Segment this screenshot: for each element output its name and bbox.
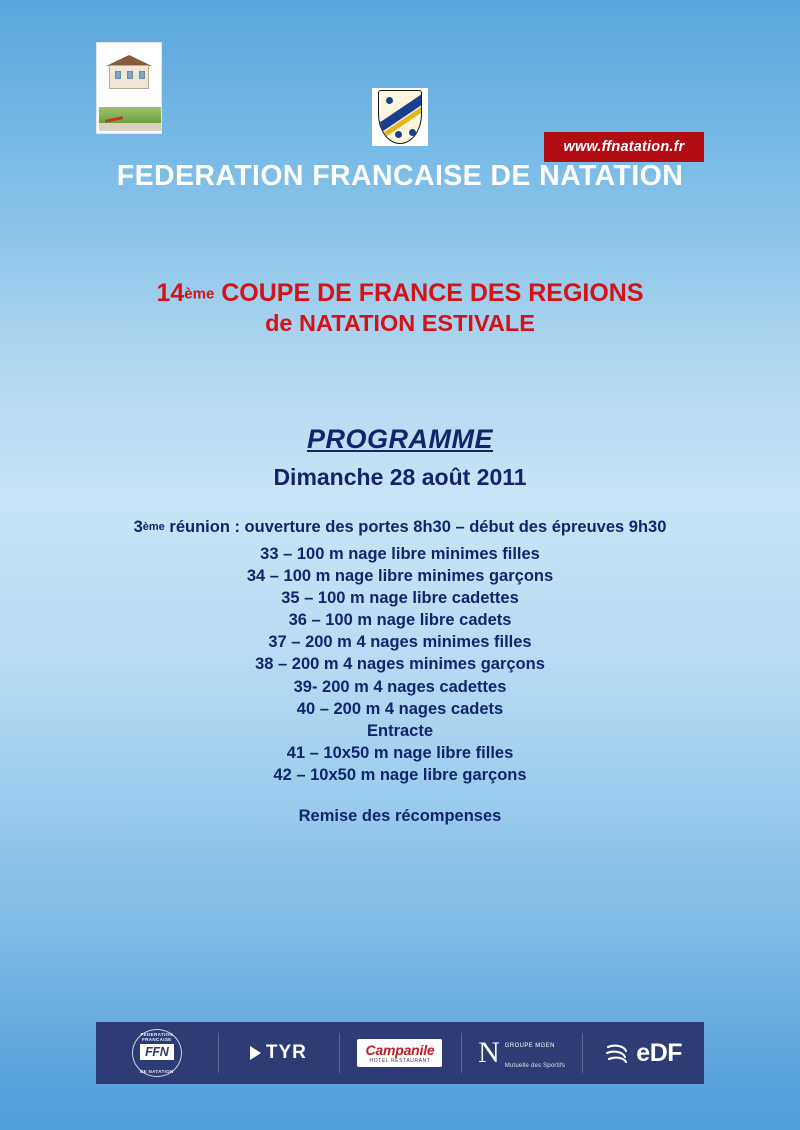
- awards-ceremony-text: Remise des récompenses: [298, 807, 502, 826]
- campanile-logo: [357, 1039, 442, 1067]
- list-item: 42 – 10x50 m nage libre garçons: [273, 765, 527, 784]
- edf-swoosh-icon: [604, 1040, 630, 1066]
- mgen-monogram-icon: N: [478, 1036, 500, 1069]
- shield-dot: [386, 97, 393, 104]
- ffn-logo: [129, 1027, 185, 1079]
- session-header-rest: réunion : ouverture des portes 8h30 – début des épreuves 9h30: [164, 518, 667, 536]
- sponsor-campanile: [339, 1022, 461, 1084]
- sponsor-mgen: [461, 1022, 583, 1084]
- website-label: www.ffnatation.fr: [563, 139, 685, 155]
- federation-title: FEDERATION FRANCAISE DE NATATION: [116, 160, 684, 192]
- tyr-logo: [250, 1042, 307, 1064]
- list-item: 33 – 100 m nage libre minimes filles: [260, 545, 540, 563]
- list-item: 36 – 100 m nage libre cadets: [288, 611, 512, 630]
- village-logo-window: [127, 71, 133, 79]
- list-item: 39- 200 m 4 nages cadettes: [293, 677, 507, 696]
- list-item: 41 – 10x50 m nage libre filles: [286, 743, 514, 762]
- shield-shape: [378, 90, 422, 144]
- club-shield-logo: [372, 88, 428, 146]
- ffnatation-website-logo[interactable]: [544, 132, 704, 162]
- session-ordinal: 3: [133, 518, 143, 536]
- sponsor-bar: [96, 1022, 704, 1084]
- mgen-logo-text: [505, 1033, 565, 1073]
- session-block: [0, 518, 800, 826]
- mgen-logo-line1: GROUPE MGEN: [504, 1043, 555, 1049]
- mgen-logo-line2: Mutuelle des Sportifs: [504, 1063, 566, 1069]
- event-title: [0, 278, 800, 339]
- event-title-line1: [0, 278, 800, 309]
- list-item: 37 – 200 m 4 nages minimes filles: [268, 633, 532, 652]
- event-title-line1-rest: COUPE DE FRANCE DES REGIONS: [214, 279, 644, 307]
- session-ordinal-suffix: ème: [142, 520, 165, 533]
- list-item: 38 – 200 m 4 nages minimes garçons: [255, 655, 545, 674]
- campanile-logo-subtitle: HOTEL RESTAURANT: [369, 1058, 431, 1064]
- shield-dot: [409, 129, 416, 136]
- village-logo-band: [99, 123, 161, 131]
- mgen-logo: [478, 1033, 565, 1073]
- sponsor-edf: [582, 1022, 704, 1084]
- logo-row: [0, 34, 800, 155]
- list-item: 34 – 100 m nage libre minimes garçons: [246, 567, 554, 586]
- programme-heading: [0, 424, 800, 491]
- tyr-logo-label: TYR: [265, 1042, 307, 1063]
- sponsor-ffn: [96, 1022, 218, 1084]
- event-title-line2: de NATATION ESTIVALE: [265, 310, 535, 337]
- event-list: [0, 543, 800, 786]
- tyr-triangle-icon: [250, 1046, 261, 1060]
- event-edition-number: 14: [156, 279, 185, 307]
- list-item: Entracte: [366, 721, 434, 740]
- village-logo-window: [115, 71, 121, 79]
- event-edition-suffix: ème: [184, 285, 215, 303]
- edf-logo-label: eDF: [636, 1038, 683, 1067]
- list-item: 35 – 100 m nage libre cadettes: [281, 589, 519, 608]
- campanile-logo-name: Campanile: [365, 1042, 435, 1058]
- session-header: [0, 518, 800, 537]
- programme-date: Dimanche 28 août 2011: [273, 464, 527, 490]
- sponsor-tyr: [218, 1022, 340, 1084]
- ffn-logo-top-text: FEDERATION FRANCAISE: [140, 1032, 174, 1042]
- programme-title: PROGRAMME: [307, 424, 493, 454]
- list-item: 40 – 200 m 4 nages cadets: [296, 699, 504, 718]
- shield-dot: [395, 131, 402, 138]
- ffn-logo-acronym: FFN: [140, 1044, 174, 1060]
- village-logo-window: [139, 71, 145, 79]
- village-logo: [96, 42, 162, 134]
- edf-logo: [604, 1039, 682, 1068]
- ffn-logo-bottom-text: DE NATATION: [139, 1069, 174, 1075]
